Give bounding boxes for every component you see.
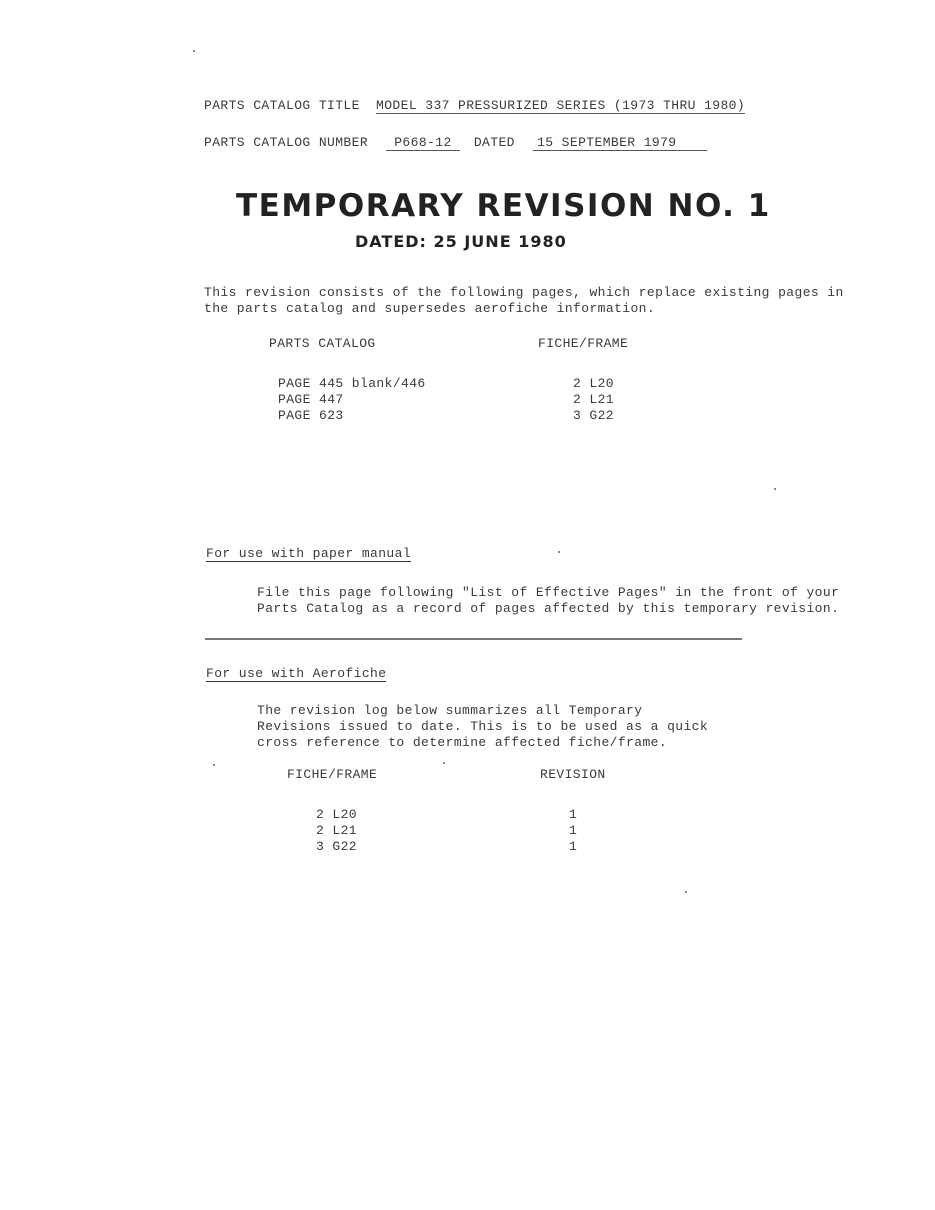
log-table-header-revision: REVISION — [540, 767, 606, 782]
scan-speck — [774, 488, 776, 490]
catalog-number-value: P668-12 — [386, 135, 459, 151]
table-row-revision: 1 — [569, 823, 578, 838]
scan-speck — [685, 891, 687, 893]
scan-speck — [213, 764, 215, 766]
section-divider — [205, 638, 742, 640]
intro-paragraph — [204, 285, 844, 317]
pages-table-col-page — [278, 376, 426, 424]
table-row-frame: 3 G22 — [573, 408, 615, 423]
aerofiche-line-3: cross reference to determine affected fiche/frame. — [257, 735, 668, 750]
catalog-title-label: PARTS CATALOG TITLE — [204, 98, 360, 113]
catalog-number-row — [204, 135, 707, 151]
table-row-frame: 3 G22 — [316, 839, 358, 854]
pages-table-header-catalog: PARTS CATALOG — [269, 336, 376, 351]
table-row-frame: 2 L21 — [316, 823, 358, 838]
catalog-dated-value: 15 SEPTEMBER 1979 — [533, 135, 706, 151]
pages-table-header-frame: FICHE/FRAME — [538, 336, 629, 351]
table-row-revision: 1 — [569, 807, 578, 822]
pages-table-col-frame — [573, 376, 614, 424]
table-row-frame: 2 L21 — [573, 392, 615, 407]
catalog-title-value: MODEL 337 PRESSURIZED SERIES (1973 THRU 1980) — [376, 98, 746, 113]
page-subtitle-date: DATED: 25 JUNE 1980 — [355, 232, 567, 251]
table-row-page: PAGE 445 blank/446 — [278, 376, 426, 391]
paper-line-2: Parts Catalog as a record of pages affected by this temporary revision. — [257, 601, 840, 616]
page-title: TEMPORARY REVISION NO. 1 — [236, 188, 771, 224]
table-row-frame: 2 L20 — [573, 376, 615, 391]
log-table-col-frame — [316, 807, 357, 855]
log-table-col-revision — [569, 807, 577, 855]
aerofiche-heading: For use with Aerofiche — [206, 666, 387, 681]
intro-line-1: This revision consists of the following pages, which replace existing pages in — [204, 285, 844, 300]
catalog-title-row — [204, 98, 745, 114]
table-row-revision: 1 — [569, 839, 578, 854]
catalog-number-label: PARTS CATALOG NUMBER — [204, 135, 369, 150]
paper-line-1: File this page following "List of Effective Pages" in the front of your — [257, 585, 840, 600]
scan-speck — [443, 762, 445, 764]
log-table-header-frame: FICHE/FRAME — [287, 767, 378, 782]
catalog-dated-label: DATED — [473, 135, 515, 150]
paper-manual-heading: For use with paper manual — [206, 546, 412, 561]
aerofiche-line-2: Revisions issued to date. This is to be used as a quick — [257, 719, 709, 734]
scan-speck — [558, 551, 560, 553]
intro-line-2: the parts catalog and supersedes aerofiche information. — [204, 301, 656, 316]
scan-speck — [193, 50, 195, 52]
aerofiche-line-1: The revision log below summarizes all Temporary — [257, 703, 643, 718]
table-row-frame: 2 L20 — [316, 807, 358, 822]
table-row-page: PAGE 447 — [278, 392, 344, 407]
aerofiche-paragraph — [257, 703, 708, 751]
table-row-page: PAGE 623 — [278, 408, 344, 423]
paper-manual-paragraph — [257, 585, 839, 617]
